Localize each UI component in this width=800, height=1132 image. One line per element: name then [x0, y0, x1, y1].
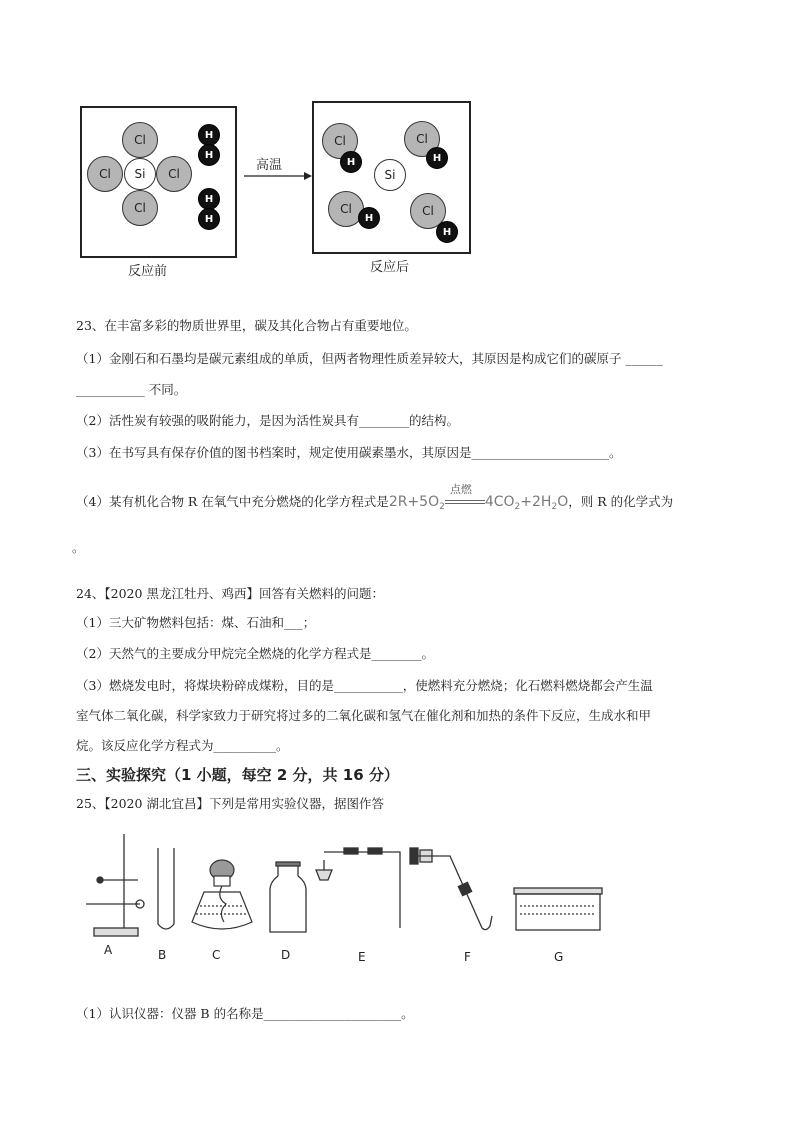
q23-part1-line2: ___________ 不同。	[76, 382, 187, 397]
combustion-equation	[388, 483, 569, 512]
lab-apparatus-figure	[80, 832, 620, 942]
h-atom: H	[198, 144, 220, 166]
apparatus-label-f: F	[464, 950, 471, 964]
gas-delivery-tube-icon	[316, 848, 400, 928]
cl-atom: Cl	[122, 122, 158, 158]
apparatus-label-d: D	[281, 948, 291, 962]
q24-title: 24、【2020 黑龙江牡丹、鸡西】回答有关燃料的问题：	[76, 586, 384, 601]
eq-condition: 点燃	[449, 483, 472, 496]
reaction-arrow-icon	[244, 170, 312, 182]
apparatus-label-c: C	[212, 948, 221, 962]
apparatus-label-g: G	[554, 950, 564, 964]
before-caption: 反应前	[128, 264, 168, 279]
q23-part4-prefix: （4）某有机化合物 R 在氧气中充分燃烧的化学方程式是	[76, 494, 389, 509]
eq-left: 2R+5O	[388, 494, 440, 510]
h-atom: H	[436, 221, 458, 243]
q23-part4-end: 。	[72, 540, 85, 555]
q24-part1: （1）三大矿物燃料包括：煤、石油和___；	[76, 615, 316, 630]
water-trough-icon	[514, 888, 602, 930]
cl-atom: Cl	[87, 156, 123, 192]
q24-part2: （2）天然气的主要成分甲烷完全燃烧的化学方程式是________。	[76, 646, 434, 661]
eq-condition-arrow	[445, 483, 485, 508]
cl-atom: Cl	[328, 191, 364, 227]
apparatus-label-e: E	[358, 950, 366, 964]
cl-atom: Cl	[122, 190, 158, 226]
h-atom: H	[198, 188, 220, 210]
eq-sub: 2	[439, 502, 445, 512]
si-atom: Si	[124, 158, 156, 190]
h-atom: H	[198, 208, 220, 230]
after-caption: 反应后	[370, 260, 410, 275]
q23-title: 23、在丰富多彩的物质世界里，碳及其化合物占有重要地位。	[76, 318, 417, 333]
q23-part1-line1: （1）金刚石和石墨均是碳元素组成的单质，但两者物理性质差异较大，其原因是构成它们的碳原子 ______	[76, 351, 663, 366]
cl-atom: Cl	[156, 156, 192, 192]
q23-part2: （2）活性炭有较强的吸附能力，是因为活性炭具有________的结构。	[76, 413, 459, 428]
q23-part4-suffix: ，则 R 的化学式为	[568, 494, 674, 509]
reagent-bottle-icon	[270, 862, 306, 932]
arrow-condition: 高温	[256, 158, 283, 173]
iron-stand-icon	[86, 834, 144, 936]
after-reaction-box	[312, 101, 471, 254]
q24-part3-line1: （3）燃烧发电时，将煤块粉碎成煤粉，目的是___________，使燃料充分燃烧；化石燃料燃烧都会产生温	[76, 678, 653, 693]
bent-tube-icon	[410, 848, 492, 930]
eq-sub: 2	[514, 502, 521, 512]
eq-right-a: 4CO	[484, 494, 515, 510]
cl-atom: Cl	[322, 123, 358, 159]
q25-title: 25、【2020 湖北宜昌】下列是常用实验仪器，据图作答	[76, 796, 384, 811]
test-tube-icon	[158, 848, 174, 929]
q23-part3: （3）在书写具有保存价值的图书档案时，规定使用碳素墨水，其原因是______________________。	[76, 445, 622, 460]
h-atom: H	[340, 151, 362, 173]
q25-part1: （1）认识仪器：仪器 B 的名称是______________________。	[76, 1006, 414, 1021]
before-reaction-box	[80, 106, 237, 258]
q24-part3-line2: 室气体二氧化碳，科学家致力于研究将过多的二氧化碳和氢气在催化剂和加热的条件下反应，生成水和甲	[76, 708, 652, 723]
apparatus-label-a: A	[104, 943, 113, 957]
eq-sub: 2	[551, 502, 558, 512]
section-heading: 三、实验探究（1 小题，每空 2 分，共 16 分）	[76, 766, 399, 784]
q24-part3-line3: 烷。该反应化学方程式为__________。	[76, 738, 289, 753]
q23-part4	[76, 483, 674, 512]
eq-right-b: +2H	[520, 494, 552, 510]
h-atom: H	[426, 147, 448, 169]
alcohol-lamp-icon	[192, 860, 252, 929]
eq-right-c: O	[557, 494, 569, 510]
h-atom: H	[358, 207, 380, 229]
cl-atom: Cl	[404, 121, 440, 157]
apparatus-label-b: B	[158, 948, 167, 962]
h-atom: H	[198, 124, 220, 146]
cl-atom: Cl	[410, 193, 446, 229]
si-atom: Si	[374, 159, 406, 191]
